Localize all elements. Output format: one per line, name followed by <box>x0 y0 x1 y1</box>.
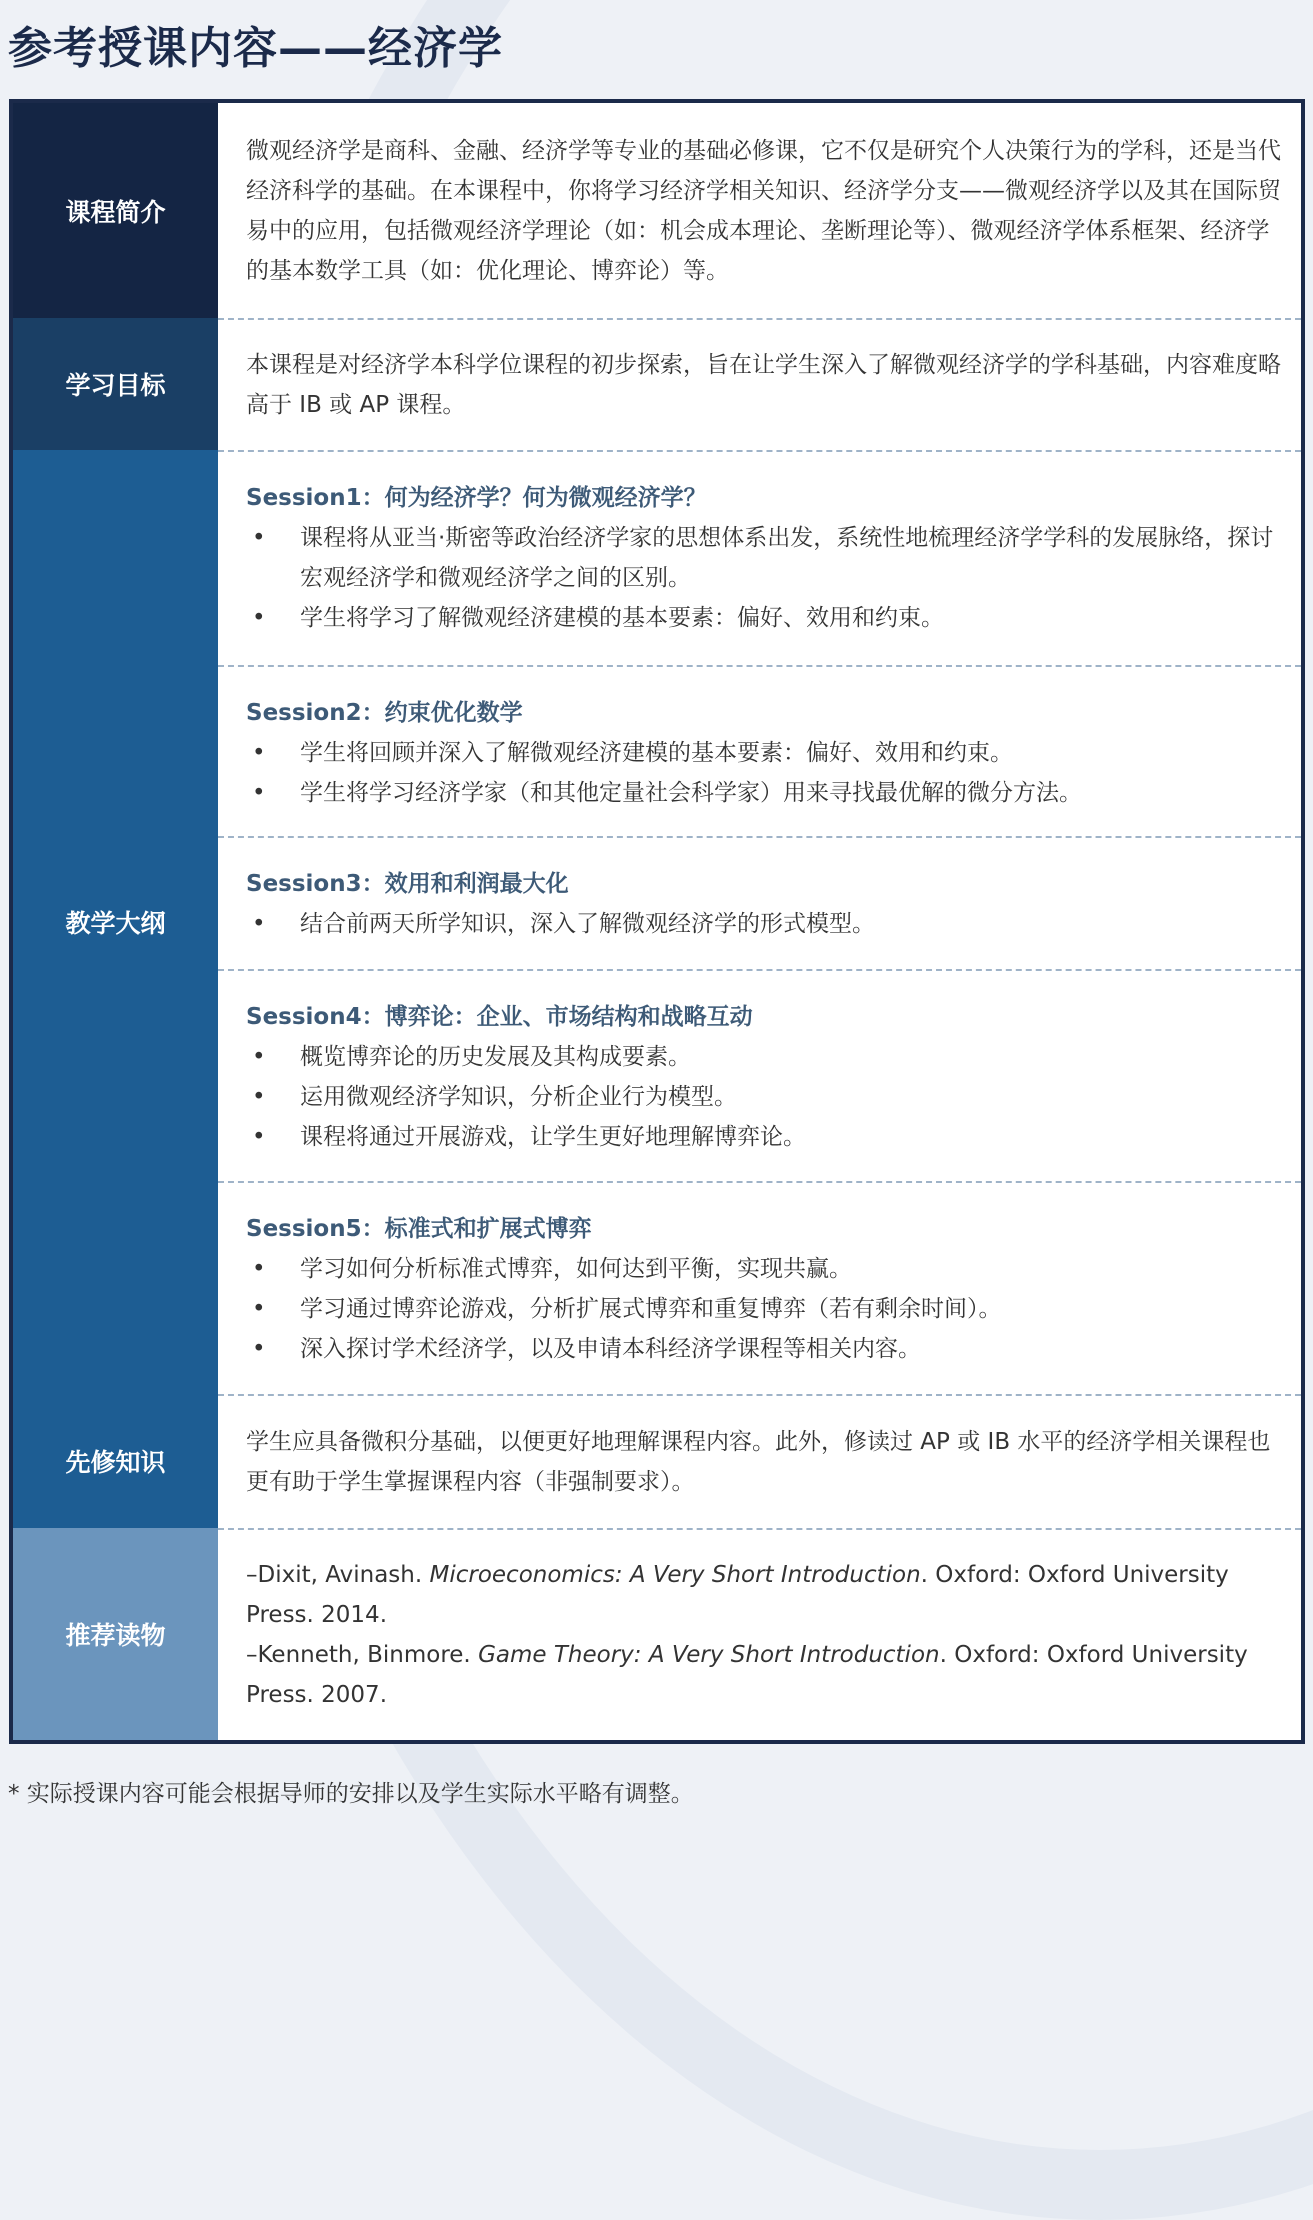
session-title: Session4：博弈论：企业、市场结构和战略互动 <box>246 1003 753 1030</box>
list-item-text: 学习如何分析标准式博弈，如何达到平衡，实现共赢。 <box>300 1256 852 1283</box>
reading-item <box>246 1635 1281 1715</box>
session-title: Session5：标准式和扩展式博弈 <box>246 1216 592 1243</box>
reading-author: –Kenneth, Binmore. <box>246 1642 479 1668</box>
list-item <box>246 1037 1281 1077</box>
session-title: Session1：何为经济学？何为微观经济学？ <box>246 485 707 511</box>
row-content-syllabus <box>218 450 1301 1394</box>
list-item <box>246 1117 1281 1157</box>
list-item <box>246 1289 1281 1329</box>
page-title: 参考授课内容——经济学 <box>8 23 503 74</box>
intro-text: 微观经济学是商科、金融、经济学等专业的基础必修课，它不仅是研究个人决策行为的学科，还是当代经济科学的基础。在本课程中，你将学习经济学相关知识、经济学分支——微观经济学以及其在国际贸易中的应用，包括微观经济学理论（如：机会成本理论、垄断理论等）、微观经济学体系框架、经济学的基本数学工具（如：优化理论、博弈论）等。 <box>246 137 1281 284</box>
prereq-text: 学生应具备微积分基础，以便更好地理解课程内容。此外，修读过 AP 或 IB 水平的经济学相关课程也更有助于学生掌握课程内容（非强制要求）。 <box>246 1429 1271 1495</box>
row-reading <box>13 1528 1301 1740</box>
reading-author: –Dixit, Avinash. <box>246 1562 430 1588</box>
reading-title: Game Theory: A Very Short Introduction <box>478 1642 940 1668</box>
list-item <box>246 598 1281 638</box>
row-content-goals <box>218 318 1301 450</box>
row-label-reading: 推荐读物 <box>13 1528 218 1740</box>
list-item-text: 深入探讨学术经济学，以及申请本科经济学课程等相关内容。 <box>300 1336 921 1363</box>
session-title: Session2：约束优化数学 <box>246 699 523 726</box>
list-item-text: 结合前两天所学知识，深入了解微观经济学的形式模型。 <box>300 911 875 938</box>
reading-publisher: . Oxford: Oxford University Press. 2007. <box>246 1642 1248 1708</box>
row-content-intro <box>218 103 1301 318</box>
session-2 <box>218 665 1301 837</box>
bullet-icon: • <box>252 1336 266 1363</box>
reading-title: Microeconomics: A Very Short Introduction <box>429 1562 921 1588</box>
goals-text: 本课程是对经济学本科学位课程的初步探索，旨在让学生深入了解微观经济学的学科基础，内容难度略高于 IB 或 AP 课程。 <box>246 352 1281 418</box>
row-label-intro: 课程简介 <box>13 103 218 318</box>
row-label-syllabus: 教学大纲 <box>13 450 218 1394</box>
list-item <box>246 773 1281 813</box>
list-item-text: 课程将从亚当·斯密等政治经济学家的思想体系出发，系统性地梳理经济学学科的发展脉络，探讨宏观经济学和微观经济学之间的区别。 <box>300 525 1274 591</box>
session-1 <box>218 452 1301 665</box>
course-table <box>9 99 1305 1744</box>
row-label-prereq: 先修知识 <box>13 1394 218 1528</box>
list-item <box>246 518 1281 598</box>
bullet-icon: • <box>252 525 266 551</box>
row-prereq <box>13 1394 1301 1528</box>
bullet-icon: • <box>252 911 266 938</box>
bullet-icon: • <box>252 1296 266 1323</box>
list-item <box>246 733 1281 773</box>
list-item-text: 概览博弈论的历史发展及其构成要素。 <box>300 1043 691 1070</box>
list-item <box>246 1329 1281 1369</box>
row-label-goals: 学习目标 <box>13 318 218 450</box>
row-syllabus <box>13 450 1301 1394</box>
bullet-icon: • <box>252 1123 266 1150</box>
footnote: * 实际授课内容可能会根据导师的安排以及学生实际水平略有调整。 <box>8 1781 694 1807</box>
list-item-text: 学习通过博弈论游戏，分析扩展式博弈和重复博弈（若有剩余时间）。 <box>300 1296 1002 1323</box>
list-item-text: 课程将通过开展游戏，让学生更好地理解博弈论。 <box>300 1123 806 1150</box>
bullet-icon: • <box>252 605 266 631</box>
bullet-icon: • <box>252 1043 266 1070</box>
bullet-icon: • <box>252 1256 266 1283</box>
bullet-icon: • <box>252 779 266 806</box>
row-goals <box>13 318 1301 450</box>
row-content-prereq <box>218 1394 1301 1528</box>
row-content-reading <box>218 1528 1301 1740</box>
list-item-text: 学生将学习经济学家（和其他定量社会科学家）用来寻找最优解的微分方法。 <box>300 779 1082 806</box>
bullet-icon: • <box>252 739 266 766</box>
reading-publisher: . Oxford: Oxford University Press. 2014. <box>246 1562 1229 1628</box>
session-4 <box>218 969 1301 1182</box>
row-intro <box>13 103 1301 318</box>
list-item-text: 学生将回顾并深入了解微观经济建模的基本要素：偏好、效用和约束。 <box>300 739 1013 766</box>
list-item-text: 学生将学习了解微观经济建模的基本要素：偏好、效用和约束。 <box>300 605 944 631</box>
session-3 <box>218 836 1301 969</box>
list-item <box>246 1249 1281 1289</box>
list-item <box>246 1077 1281 1117</box>
list-item <box>246 904 1281 944</box>
list-item-text: 运用微观经济学知识，分析企业行为模型。 <box>300 1083 737 1110</box>
session-title: Session3：效用和利润最大化 <box>246 871 569 898</box>
reading-item <box>246 1555 1281 1635</box>
session-5 <box>218 1181 1301 1394</box>
bullet-icon: • <box>252 1083 266 1110</box>
